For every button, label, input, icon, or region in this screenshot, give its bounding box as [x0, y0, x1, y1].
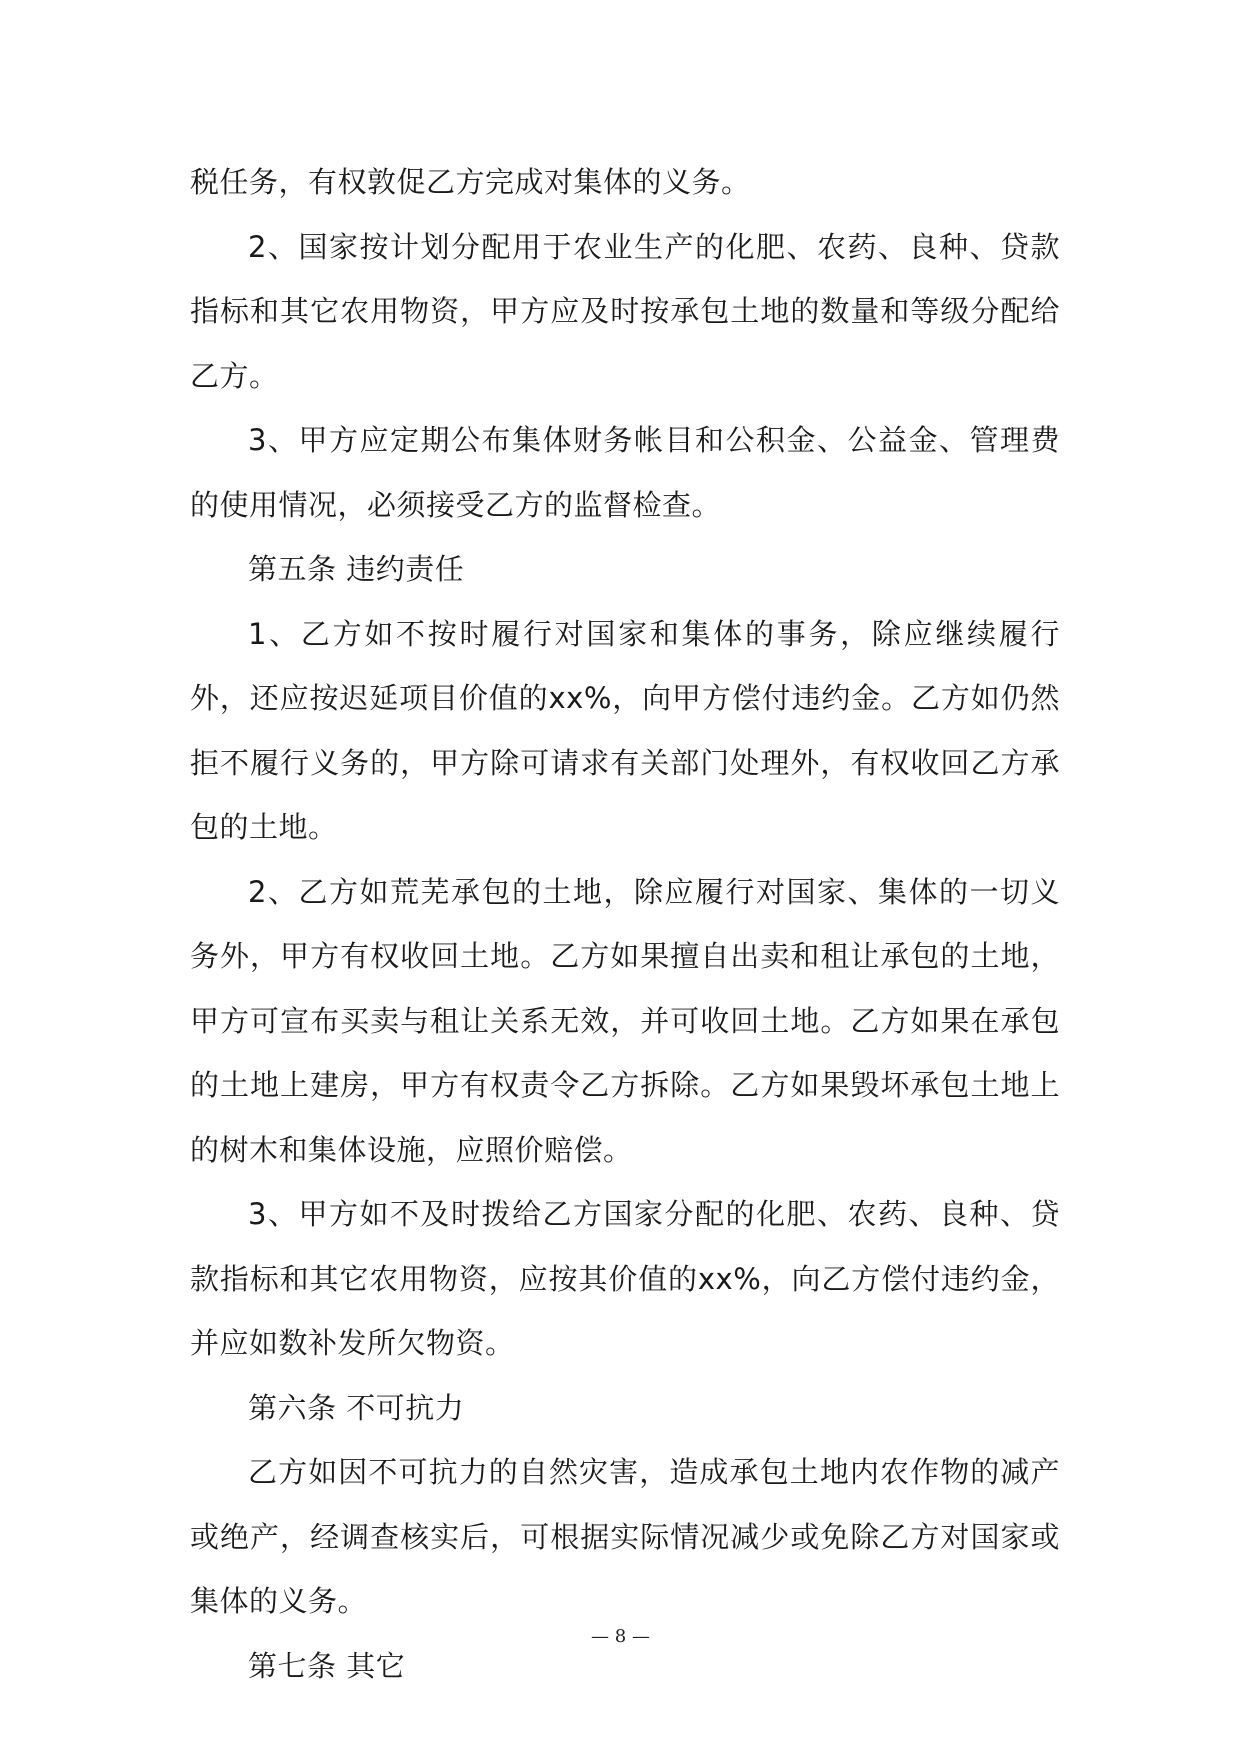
paragraph-clause-4-2: 2、国家按计划分配用于农业生产的化肥、农药、良种、贷款指标和其它农用物资，甲方应及时按承包土地的数量和等级分配给乙方。: [190, 229, 1060, 393]
article-5-heading: 第五条 违约责任: [248, 552, 465, 586]
paragraph-continuation: 税任务，有权敦促乙方完成对集体的义务。: [190, 165, 751, 199]
paragraph-clause-5-1: 1、乙方如不按时履行对国家和集体的事务，除应继续履行外，还应按迟延项目价值的xx%，向甲方偿付违约金。乙方如仍然拒不履行义务的，甲方除可请求有关部门处理外，有权收回乙方承包的土地。: [190, 616, 1060, 844]
paragraph-clause-5-3: 3、甲方如不及时拨给乙方国家分配的化肥、农药、良种、贷款指标和其它农用物资，应按其价值的xx%，向乙方偿付违约金，并应如数补发所欠物资。: [190, 1197, 1060, 1360]
page-number: — 8 —: [591, 1626, 650, 1647]
paragraph-clause-5-2: 2、乙方如荒芜承包的土地，除应履行对国家、集体的一切义务外，甲方有权收回土地。乙方如果擅自出卖和租让承包的土地，甲方可宣布买卖与租让关系无效，并可收回土地。乙方如果在承包的土地上建房，甲方有权责令乙方拆除。乙方如果毁坏承包土地上的树木和集体设施，应照价赔偿。: [190, 874, 1060, 1167]
document-body: [190, 150, 1060, 1698]
paragraph-clause-4-3: 3、甲方应定期公布集体财务帐目和公积金、公益金、管理费的使用情况，必须接受乙方的监督检查。: [190, 423, 1060, 522]
article-7-heading: 第七条 其它: [248, 1648, 406, 1683]
article-6-heading: 第六条 不可抗力: [248, 1390, 465, 1425]
paragraph-article-6-body: 乙方如因不可抗力的自然灾害，造成承包土地内农作物的减产或绝产，经调查核实后，可根据实际情况减少或免除乙方对国家或集体的义务。: [190, 1455, 1060, 1618]
